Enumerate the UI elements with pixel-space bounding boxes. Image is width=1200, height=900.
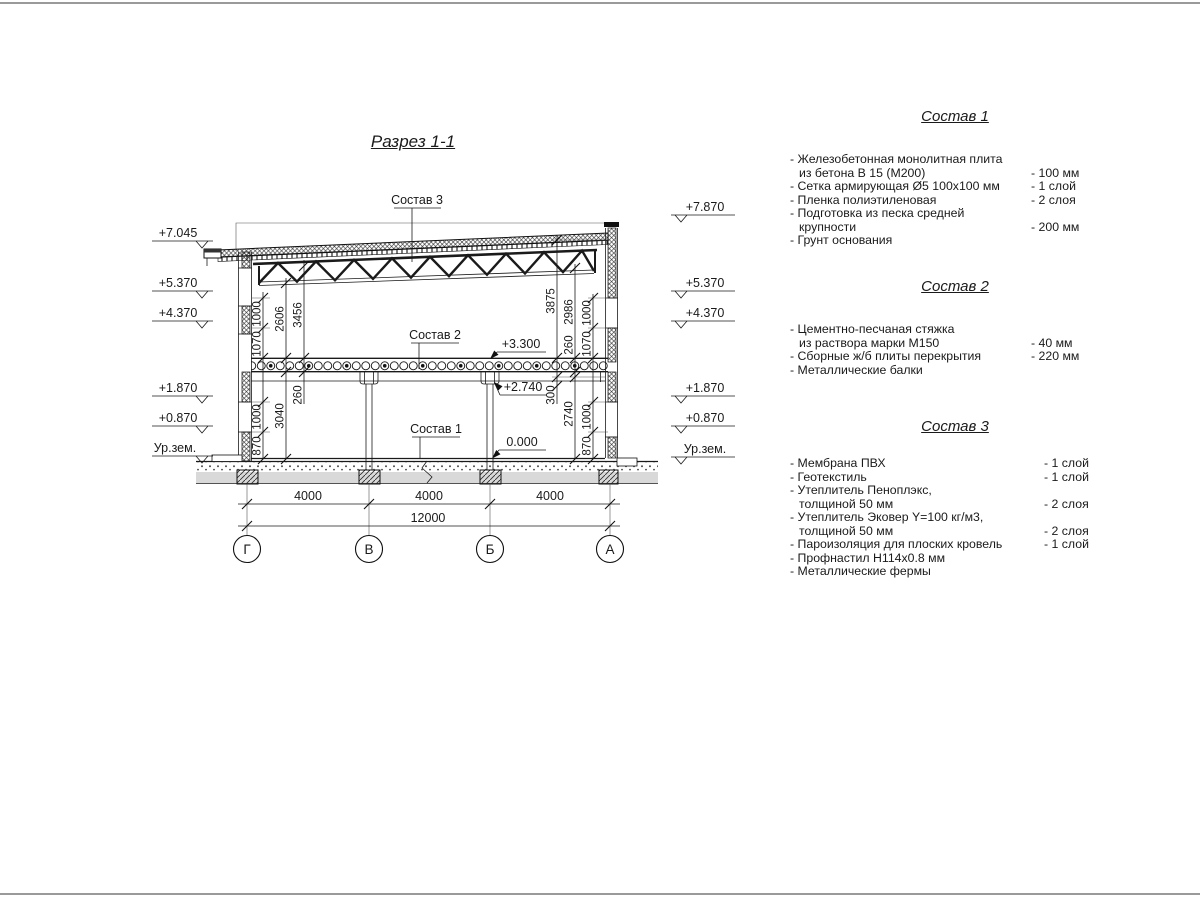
dim-text: 1000 xyxy=(581,404,594,430)
list-item: - Грунт основания xyxy=(790,233,893,247)
elev-text: Ур.зем. xyxy=(153,441,197,455)
dim-4000-1: 4000 xyxy=(294,489,322,503)
elev-text: +1.870 xyxy=(158,381,198,395)
level-3300-text: +3.300 xyxy=(501,337,541,351)
dim-chain-right xyxy=(546,235,609,464)
list-item: из бетона В 15 (М200) - 100 мм xyxy=(799,165,1080,180)
dim-text: 1000 xyxy=(581,300,594,326)
list-item: - Пароизоляция для плоских кровель - 1 слой xyxy=(790,537,1089,551)
comp2-items xyxy=(790,323,1120,377)
list-item: - Цементно-песчаная стяжка xyxy=(790,322,955,336)
list-item: - Утеплитель Пеноплэкс, xyxy=(790,483,932,497)
dim-text: 3456 xyxy=(292,302,305,328)
elev-text: +1.870 xyxy=(685,381,725,395)
elev-text: +4.370 xyxy=(685,306,725,320)
list-item: - Металлические фермы xyxy=(790,564,931,578)
elev-text: +7.870 xyxy=(685,200,725,214)
grid-letter-v: В xyxy=(364,542,374,557)
composition-panel-2 xyxy=(790,278,1120,377)
elev-right-4370 xyxy=(671,306,735,328)
list-item: - Мембрана ПВХ - 1 слой xyxy=(790,456,1089,470)
level-mark-0000 xyxy=(490,435,546,461)
dim-text: 2740 xyxy=(563,401,576,427)
dim-text: 2986 xyxy=(563,299,576,325)
page-bottom-rule xyxy=(0,893,1200,895)
elev-text: +5.370 xyxy=(685,276,725,290)
dim-text: 2606 xyxy=(274,306,287,332)
comp1-items xyxy=(790,153,1120,248)
list-item: - Геотекстиль - 1 слой xyxy=(790,469,1089,484)
dim-text: 300 xyxy=(545,385,558,405)
elev-text: +7.045 xyxy=(158,226,198,240)
grid-letter-b: Б xyxy=(485,542,495,557)
dim-text: 870 xyxy=(251,436,264,456)
dim-text: 3040 xyxy=(274,403,287,429)
sostav1-label: Состав 1 xyxy=(410,422,462,436)
dim-4000-3: 4000 xyxy=(536,489,564,503)
roof-eaves-detail xyxy=(204,249,221,266)
comp2-title: Состав 2 xyxy=(921,278,989,295)
elev-right-ground xyxy=(671,442,735,464)
elev-left-4370 xyxy=(152,306,213,328)
list-item: - Сборные ж/б плиты перекрытия - 220 мм xyxy=(790,349,1080,363)
dim-text: 260 xyxy=(292,385,305,405)
dim-4000-2: 4000 xyxy=(415,489,443,503)
grid-letter-g: Г xyxy=(243,542,251,557)
elev-left-7045 xyxy=(152,226,213,248)
elev-text: +0.870 xyxy=(158,411,198,425)
ground-slab xyxy=(196,455,658,484)
list-item: - Металлические балки xyxy=(790,362,923,377)
elev-left-0870 xyxy=(152,411,213,433)
section-title: Разрез 1-1 xyxy=(370,132,456,151)
grid-letter-a: А xyxy=(605,542,615,557)
dim-text: 260 xyxy=(563,335,576,355)
left-wall xyxy=(238,252,252,461)
bottom-dimensions xyxy=(238,484,620,535)
list-item: - Пленка полиэтиленовая - 2 слоя xyxy=(790,192,1076,207)
elev-text: Ур.зем. xyxy=(683,442,727,456)
elev-right-5370 xyxy=(671,276,735,298)
list-item: крупности - 200 мм xyxy=(799,219,1080,234)
dim-text: 1000 xyxy=(251,301,264,327)
elev-text: +0.870 xyxy=(685,411,725,425)
elev-text: +5.370 xyxy=(158,276,198,290)
elev-left-5370 xyxy=(152,276,213,298)
elev-left-ground xyxy=(152,441,213,463)
comp3-title: Состав 3 xyxy=(921,418,989,435)
elevation-marks-right xyxy=(671,200,735,464)
comp3-items xyxy=(790,457,1120,579)
list-item: - Утеплитель Эковер Y=100 кг/м3, xyxy=(790,510,984,524)
list-item: - Подготовка из песка средней xyxy=(790,206,965,220)
level-0000-text: 0.000 xyxy=(506,435,538,449)
list-item: толщиной 50 мм - 2 слоя xyxy=(799,496,1089,511)
comp1-title: Состав 1 xyxy=(921,108,989,125)
dim-text: 1070 xyxy=(251,331,264,357)
floor-slab xyxy=(251,358,608,381)
elev-right-0870 xyxy=(671,411,735,433)
level-mark-3300 xyxy=(488,337,546,361)
elev-right-7870 xyxy=(671,200,735,222)
list-item: - Сетка армирующая Ø5 100х100 мм - 1 слой xyxy=(790,179,1076,193)
composition-panel-1 xyxy=(790,108,1120,248)
dim-text: 1070 xyxy=(581,331,594,357)
grid-axes xyxy=(234,536,624,563)
list-item: из раствора марки М150 - 40 мм xyxy=(799,335,1073,350)
section-drawing xyxy=(0,0,770,600)
dim-text: 1000 xyxy=(251,404,264,430)
right-wall xyxy=(604,222,619,458)
elev-right-1870 xyxy=(671,381,735,403)
elevation-marks-left xyxy=(152,226,213,463)
metal-beams xyxy=(360,372,601,384)
dim-text: 3875 xyxy=(545,288,558,314)
elev-text: +4.370 xyxy=(158,306,198,320)
level-2740-text: +2.740 xyxy=(503,380,543,394)
dim-total-text: 12000 xyxy=(410,511,446,525)
list-item: - Профнастил Н114х0.8 мм xyxy=(790,550,946,565)
level-mark-2740 xyxy=(492,380,547,395)
dim-text: 870 xyxy=(581,436,594,456)
list-item: толщиной 50 мм - 2 слоя xyxy=(799,523,1089,538)
elev-left-1870 xyxy=(152,381,213,403)
label-sostav-1 xyxy=(410,422,462,458)
sostav3-label: Состав 3 xyxy=(391,193,443,207)
list-item: - Железобетонная монолитная плита xyxy=(790,152,1003,166)
composition-panel-3 xyxy=(790,418,1120,579)
sostav2-label: Состав 2 xyxy=(409,328,461,342)
